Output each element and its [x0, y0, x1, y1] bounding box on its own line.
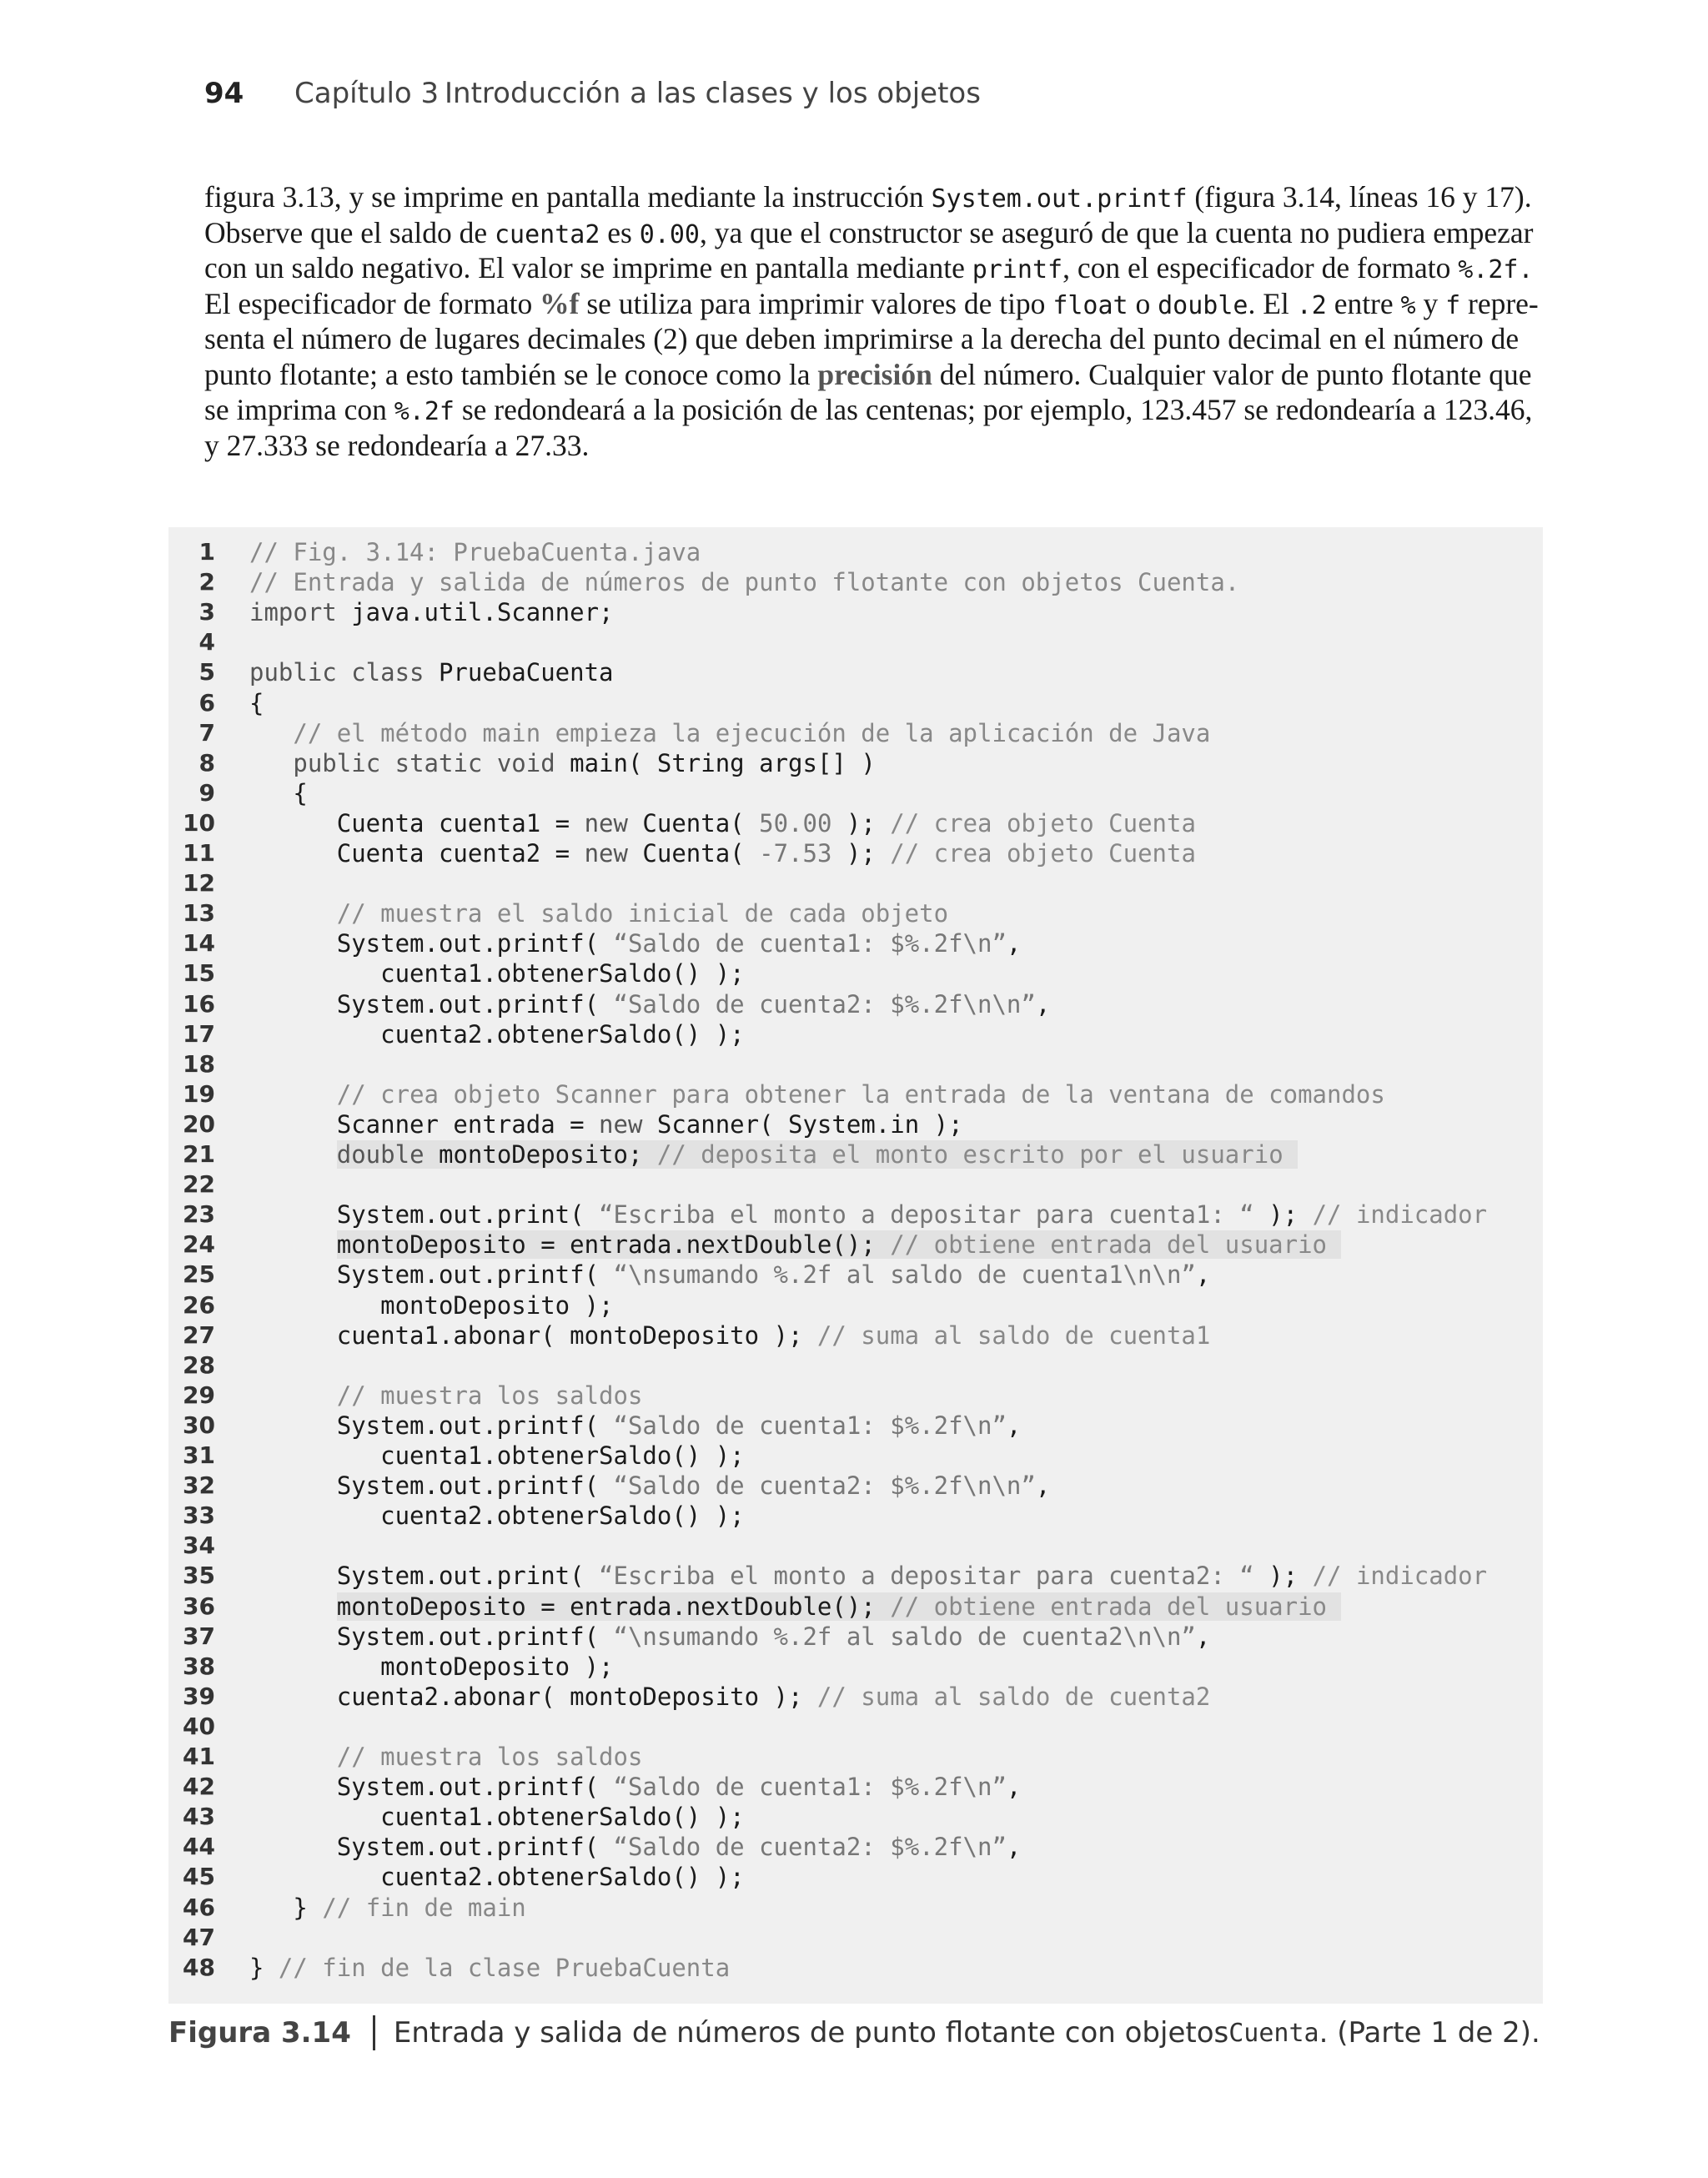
inline-code: System.out.printf — [931, 184, 1188, 214]
caption-divider — [373, 2015, 375, 2050]
code-line — [168, 1351, 1543, 1381]
code-text — [249, 1381, 642, 1411]
paragraph-line — [204, 428, 1505, 464]
code-token — [249, 1743, 337, 1771]
code-line — [168, 1079, 1543, 1109]
code-line — [168, 1169, 1543, 1200]
code-token: cuenta1.obtenerSaldo() ); — [249, 959, 745, 988]
line-number: 2 — [198, 568, 215, 596]
code-token: System.out.printf( — [249, 989, 614, 1019]
paragraph-text: con un saldo negativo. El valor se imprime en pantalla mediante — [204, 251, 972, 284]
line-number: 16 — [183, 989, 215, 1018]
line-number: 7 — [198, 718, 215, 747]
code-token: System.out.printf( — [249, 1833, 614, 1862]
code-token: montoDeposito ); — [249, 1290, 614, 1320]
code-line — [168, 1471, 1543, 1501]
code-text — [249, 1109, 963, 1139]
code-token: System.out.print( — [249, 1562, 600, 1591]
code-token — [249, 1080, 337, 1109]
bold-term: %f — [540, 286, 580, 320]
code-line — [168, 928, 1543, 958]
line-number: 5 — [198, 658, 215, 687]
code-line — [168, 1561, 1543, 1591]
bold-term: precisión — [817, 357, 932, 391]
code-text — [249, 808, 1196, 838]
inline-code: double — [1158, 290, 1248, 320]
line-number: 48 — [183, 1953, 215, 1981]
line-number: 6 — [198, 688, 215, 717]
code-token: new — [584, 839, 628, 868]
code-token: -7.53 — [759, 839, 832, 868]
paragraph-text: figura 3.13, y se imprime en pantalla mediante la instrucción — [204, 180, 932, 214]
code-token: , — [1035, 1471, 1051, 1501]
code-text — [249, 1682, 1210, 1712]
line-number: 28 — [183, 1351, 215, 1379]
code-line — [168, 1923, 1543, 1953]
line-number: 37 — [183, 1622, 215, 1650]
line-number: 20 — [183, 1109, 215, 1138]
code-line — [168, 1772, 1543, 1802]
code-token: } — [249, 1893, 323, 1922]
code-token: System.out.printf( — [249, 1260, 614, 1290]
code-text — [249, 1320, 1210, 1351]
code-text — [249, 928, 1021, 958]
code-line — [168, 1139, 1543, 1169]
inline-code: %.2f — [394, 397, 455, 426]
code-token: , — [1006, 1411, 1022, 1440]
paragraph-text: El especificador de formato — [204, 286, 540, 320]
code-text — [249, 898, 948, 928]
code-text — [249, 537, 701, 567]
line-number: 24 — [183, 1230, 215, 1259]
code-text — [249, 1802, 745, 1832]
code-text — [249, 1592, 1341, 1622]
code-line — [168, 1049, 1543, 1079]
code-text — [249, 657, 614, 687]
code-token: // muestra el saldo inicial de cada objeto — [336, 899, 949, 928]
paragraph-line — [204, 215, 1534, 251]
code-token — [249, 1592, 337, 1621]
code-text — [249, 1561, 1487, 1591]
code-token: Cuenta( — [627, 839, 760, 868]
code-token: new — [584, 808, 628, 837]
paragraph-text: , ya que el constructor se aseguró de que la cuenta no pudiera empezar — [700, 215, 1534, 249]
code-line — [168, 1230, 1543, 1260]
code-token: System.out.printf( — [249, 1471, 614, 1501]
code-text — [249, 718, 1210, 748]
code-token: , — [1195, 1622, 1211, 1651]
inline-code: .2 — [1296, 290, 1327, 320]
paragraph-text: se utiliza para imprimir valores de tipo — [579, 286, 1053, 320]
code-token: Scanner( System.in ); — [642, 1109, 963, 1139]
code-text — [249, 1139, 1298, 1169]
line-number: 27 — [183, 1320, 215, 1349]
line-number: 40 — [183, 1712, 215, 1740]
code-text — [249, 1200, 1487, 1230]
inline-code: float — [1052, 290, 1128, 320]
paragraph-text: es — [600, 215, 640, 249]
code-token: “\nsumando %.2f al saldo de cuenta2\n\n” — [613, 1622, 1196, 1651]
line-number: 42 — [183, 1773, 215, 1801]
code-token: montoDeposito = entrada.nextDouble(); — [336, 1230, 891, 1260]
caption-text: Entrada y salida de números de punto flotante con objetos — [393, 2016, 1229, 2050]
paragraph-text: y — [1415, 286, 1446, 320]
code-token: 50.00 — [759, 808, 832, 837]
line-number: 38 — [183, 1652, 215, 1680]
code-line — [168, 1742, 1543, 1772]
code-line — [168, 1862, 1543, 1892]
code-token: ); — [831, 839, 891, 868]
code-line — [168, 898, 1543, 928]
code-line — [168, 1652, 1543, 1682]
line-number: 29 — [183, 1381, 215, 1409]
line-number: 1 — [198, 538, 215, 566]
code-token: “Saldo de cuenta1: $%.2f\n” — [613, 1773, 1007, 1802]
code-text — [249, 958, 745, 988]
line-number: 17 — [183, 1019, 215, 1048]
code-line — [168, 1411, 1543, 1441]
code-token: // indicador — [1312, 1200, 1488, 1230]
paragraph-line — [204, 286, 1539, 322]
code-line — [168, 989, 1543, 1019]
code-token — [249, 1140, 337, 1169]
paragraph-line — [204, 357, 1532, 393]
code-token: , — [1035, 989, 1051, 1019]
figure-caption — [168, 2015, 1540, 2050]
code-line — [168, 627, 1543, 657]
chapter-title: Introducción a las clases y los objetos — [445, 77, 981, 110]
code-text — [249, 1501, 745, 1531]
code-line — [168, 1019, 1543, 1049]
line-number: 34 — [183, 1532, 215, 1560]
code-token: System.out.printf( — [249, 1411, 614, 1440]
code-token: // suma al saldo de cuenta1 — [816, 1320, 1211, 1350]
code-text — [249, 1079, 1385, 1109]
inline-code: 0.00 — [639, 219, 700, 249]
code-token: cuenta2.obtenerSaldo() ); — [249, 1863, 745, 1892]
code-token: public class — [249, 658, 424, 687]
code-token: ); — [831, 808, 891, 837]
paragraph-line — [204, 392, 1533, 428]
code-text — [249, 1862, 745, 1892]
code-token: Cuenta cuenta1 = — [249, 808, 585, 837]
code-token: “Saldo de cuenta1: $%.2f\n” — [613, 929, 1007, 958]
line-number: 10 — [183, 808, 215, 837]
code-text — [249, 1230, 1341, 1260]
code-token: // muestra los saldos — [336, 1381, 643, 1410]
code-text — [249, 1832, 1021, 1862]
code-token: cuenta1.abonar( montoDeposito ); — [249, 1320, 817, 1350]
paragraph-text: punto flotante; a esto también se le conoce como la — [204, 357, 818, 391]
line-number: 23 — [183, 1200, 215, 1229]
paragraph-text: senta el número de lugares decimales (2) que deben imprimirse a la derecha del punto decimal en el número de — [204, 322, 1520, 355]
code-token: // muestra los saldos — [336, 1743, 643, 1771]
code-line — [168, 1320, 1543, 1351]
figure-label: Figura 3.14 — [168, 2016, 351, 2050]
code-line — [168, 1260, 1543, 1290]
paragraph-text: se redondeará a la posición de las centenas; por ejemplo, 123.457 se redondearía a 123.46, — [454, 393, 1533, 426]
code-line — [168, 868, 1543, 898]
code-token: PruebaCuenta — [424, 658, 614, 687]
code-text — [249, 1019, 745, 1049]
code-line — [168, 748, 1543, 778]
line-number: 43 — [183, 1803, 215, 1831]
code-token: // indicador — [1312, 1562, 1488, 1591]
code-line — [168, 597, 1543, 627]
line-number: 15 — [183, 959, 215, 988]
code-token: “Saldo de cuenta2: $%.2f\n\n” — [613, 989, 1036, 1019]
line-number: 14 — [183, 929, 215, 958]
code-token: // Fig. 3.14: PruebaCuenta.java — [249, 538, 701, 566]
paragraph-line — [204, 179, 1532, 215]
inline-code: cuenta2 — [494, 219, 600, 249]
code-line — [168, 778, 1543, 808]
code-line — [168, 958, 1543, 988]
code-line — [168, 1712, 1543, 1742]
code-text — [249, 1411, 1021, 1441]
code-token: // obtiene entrada del usuario — [890, 1592, 1342, 1621]
code-token: “Saldo de cuenta2: $%.2f\n” — [613, 1833, 1007, 1862]
code-token: Scanner entrada = — [249, 1109, 600, 1139]
code-text — [249, 1441, 745, 1471]
code-token: // suma al saldo de cuenta2 — [816, 1682, 1211, 1711]
line-number: 11 — [183, 839, 215, 867]
code-text — [249, 1772, 1021, 1802]
line-number: 8 — [198, 748, 215, 777]
code-text — [249, 1260, 1210, 1290]
code-line — [168, 1832, 1543, 1862]
line-number: 19 — [183, 1079, 215, 1108]
code-token: , — [1006, 1833, 1022, 1862]
code-token — [249, 1230, 337, 1259]
code-line — [168, 838, 1543, 868]
code-token: cuenta1.obtenerSaldo() ); — [249, 1803, 745, 1832]
code-token: “Saldo de cuenta2: $%.2f\n\n” — [613, 1471, 1036, 1501]
line-number: 26 — [183, 1290, 215, 1319]
code-line — [168, 688, 1543, 718]
page-number: 94 — [204, 77, 244, 110]
code-token: double — [336, 1140, 424, 1169]
paragraph-text: , con el especificador de formato — [1062, 251, 1459, 284]
code-token: System.out.printf( — [249, 929, 614, 958]
code-token: “Saldo de cuenta1: $%.2f\n” — [613, 1411, 1007, 1440]
code-text — [249, 1622, 1210, 1652]
inline-code: f — [1445, 290, 1461, 320]
line-number: 4 — [198, 628, 215, 656]
code-token: // deposita el monto escrito por el usuario — [656, 1140, 1299, 1169]
body-paragraph — [204, 179, 1539, 463]
code-line — [168, 1531, 1543, 1561]
code-line — [168, 1893, 1543, 1923]
paragraph-line — [204, 321, 1520, 357]
code-line — [168, 1682, 1543, 1712]
code-line — [168, 1592, 1543, 1622]
running-header — [204, 77, 981, 110]
code-token: // obtiene entrada del usuario — [890, 1230, 1342, 1260]
code-token: System.out.printf( — [249, 1622, 614, 1651]
paragraph-text: repre- — [1460, 286, 1539, 320]
line-number: 46 — [183, 1893, 215, 1921]
code-token: montoDeposito = entrada.nextDouble(); — [336, 1592, 891, 1621]
inline-code: % — [1400, 290, 1416, 320]
code-line — [168, 1622, 1543, 1652]
code-token: ); — [1253, 1562, 1313, 1591]
line-number: 12 — [183, 869, 215, 898]
code-line — [168, 1290, 1543, 1320]
line-number: 35 — [183, 1562, 215, 1590]
code-text — [249, 688, 264, 718]
code-token: new — [599, 1109, 643, 1139]
code-line — [168, 537, 1543, 567]
code-text — [249, 597, 614, 627]
line-number: 31 — [183, 1441, 215, 1469]
code-token: public static void — [293, 748, 555, 777]
code-token: { — [249, 688, 264, 717]
code-line — [168, 718, 1543, 748]
code-token: // crea objeto Cuenta — [890, 839, 1196, 868]
code-token: ); — [1253, 1200, 1313, 1230]
paragraph-text: . El — [1248, 286, 1297, 320]
code-line — [168, 1501, 1543, 1531]
code-token: cuenta2.obtenerSaldo() ); — [249, 1501, 745, 1531]
line-number: 22 — [183, 1170, 215, 1199]
code-token: // fin de main — [322, 1893, 526, 1922]
code-text — [249, 778, 308, 808]
code-line — [168, 808, 1543, 838]
line-number: 18 — [183, 1049, 215, 1078]
code-listing — [168, 527, 1543, 2004]
inline-code: %.2f. — [1458, 255, 1534, 284]
line-number: 21 — [183, 1140, 215, 1168]
code-token: main( String args[] ) — [555, 748, 876, 777]
code-text — [249, 1290, 614, 1320]
line-number: 39 — [183, 1682, 215, 1710]
paragraph-text: se imprima con — [204, 393, 394, 426]
code-line — [168, 1200, 1543, 1230]
paragraph-text: (figura 3.14, líneas 16 y 17). — [1187, 180, 1532, 214]
caption-text-end: . (Parte 1 de 2). — [1319, 2016, 1540, 2050]
code-token: // crea objeto Scanner para obtener la entrada de la ventana de comandos — [336, 1079, 1385, 1109]
line-number: 41 — [183, 1743, 215, 1770]
code-token: Cuenta( — [627, 808, 760, 837]
code-token: // Entrada y salida de números de punto flotante con objetos Cuenta. — [249, 568, 1240, 597]
paragraph-text: entre — [1326, 286, 1401, 320]
line-number: 36 — [183, 1592, 215, 1620]
line-number: 33 — [183, 1501, 215, 1530]
code-token: “\nsumando %.2f al saldo de cuenta1\n\n” — [613, 1260, 1196, 1290]
code-token: System.out.print( — [249, 1200, 600, 1230]
code-line — [168, 657, 1543, 687]
code-token: // crea objeto Cuenta — [890, 808, 1196, 837]
code-line — [168, 567, 1543, 597]
line-number: 32 — [183, 1471, 215, 1500]
code-token: , — [1006, 929, 1022, 958]
code-token — [249, 1381, 337, 1410]
paragraph-text: o — [1128, 286, 1158, 320]
code-text — [249, 838, 1196, 868]
paragraph-text: y 27.333 se redondearía a 27.33. — [204, 428, 590, 462]
code-token: “Escriba el monto a depositar para cuenta2: “ — [599, 1562, 1254, 1591]
line-number: 30 — [183, 1411, 215, 1439]
code-line — [168, 1953, 1543, 1983]
code-token — [249, 719, 293, 747]
code-token: // el método main empieza la ejecución de la aplicación de Java — [293, 718, 1211, 747]
code-line — [168, 1381, 1543, 1411]
code-token — [249, 749, 293, 777]
line-number: 47 — [183, 1923, 215, 1951]
code-token: } — [249, 1953, 279, 1982]
line-number: 25 — [183, 1260, 215, 1289]
paragraph-line — [204, 250, 1534, 286]
code-text — [249, 1742, 642, 1772]
line-number: 9 — [198, 778, 215, 807]
code-token: , — [1195, 1260, 1211, 1290]
code-text — [249, 567, 1239, 597]
caption-code: Cuenta — [1228, 2018, 1319, 2048]
code-token — [249, 899, 337, 928]
inline-code: printf — [972, 255, 1063, 284]
code-token: import — [249, 598, 337, 627]
paragraph-text: del número. Cualquier valor de punto flotante que — [932, 357, 1532, 391]
paragraph-text: Observe que el saldo de — [204, 215, 495, 249]
code-line — [168, 1109, 1543, 1139]
chapter-label: Capítulo 3 — [294, 77, 440, 110]
code-text — [249, 989, 1050, 1019]
code-token: System.out.printf( — [249, 1773, 614, 1802]
code-text — [249, 1652, 614, 1682]
code-token: cuenta1.obtenerSaldo() ); — [249, 1441, 745, 1470]
line-number: 3 — [198, 598, 215, 626]
code-token: { — [249, 778, 308, 807]
code-token: java.util.Scanner; — [336, 598, 614, 627]
code-token: montoDeposito ); — [249, 1652, 614, 1681]
code-text — [249, 748, 876, 778]
line-number: 45 — [183, 1863, 215, 1891]
code-line — [168, 1441, 1543, 1471]
code-text — [249, 1471, 1050, 1501]
code-token: // fin de la clase PruebaCuenta — [278, 1953, 731, 1982]
code-text — [249, 1893, 526, 1923]
line-number: 13 — [183, 899, 215, 928]
code-token: cuenta2.abonar( montoDeposito ); — [249, 1682, 817, 1711]
code-token: , — [1006, 1773, 1022, 1802]
line-number: 44 — [183, 1833, 215, 1861]
code-token: Cuenta cuenta2 = — [249, 839, 585, 868]
code-line — [168, 1802, 1543, 1832]
code-token: montoDeposito; — [424, 1140, 657, 1169]
code-text — [249, 1953, 730, 1983]
code-token: “Escriba el monto a depositar para cuenta1: “ — [599, 1200, 1254, 1230]
code-token: cuenta2.obtenerSaldo() ); — [249, 1019, 745, 1049]
